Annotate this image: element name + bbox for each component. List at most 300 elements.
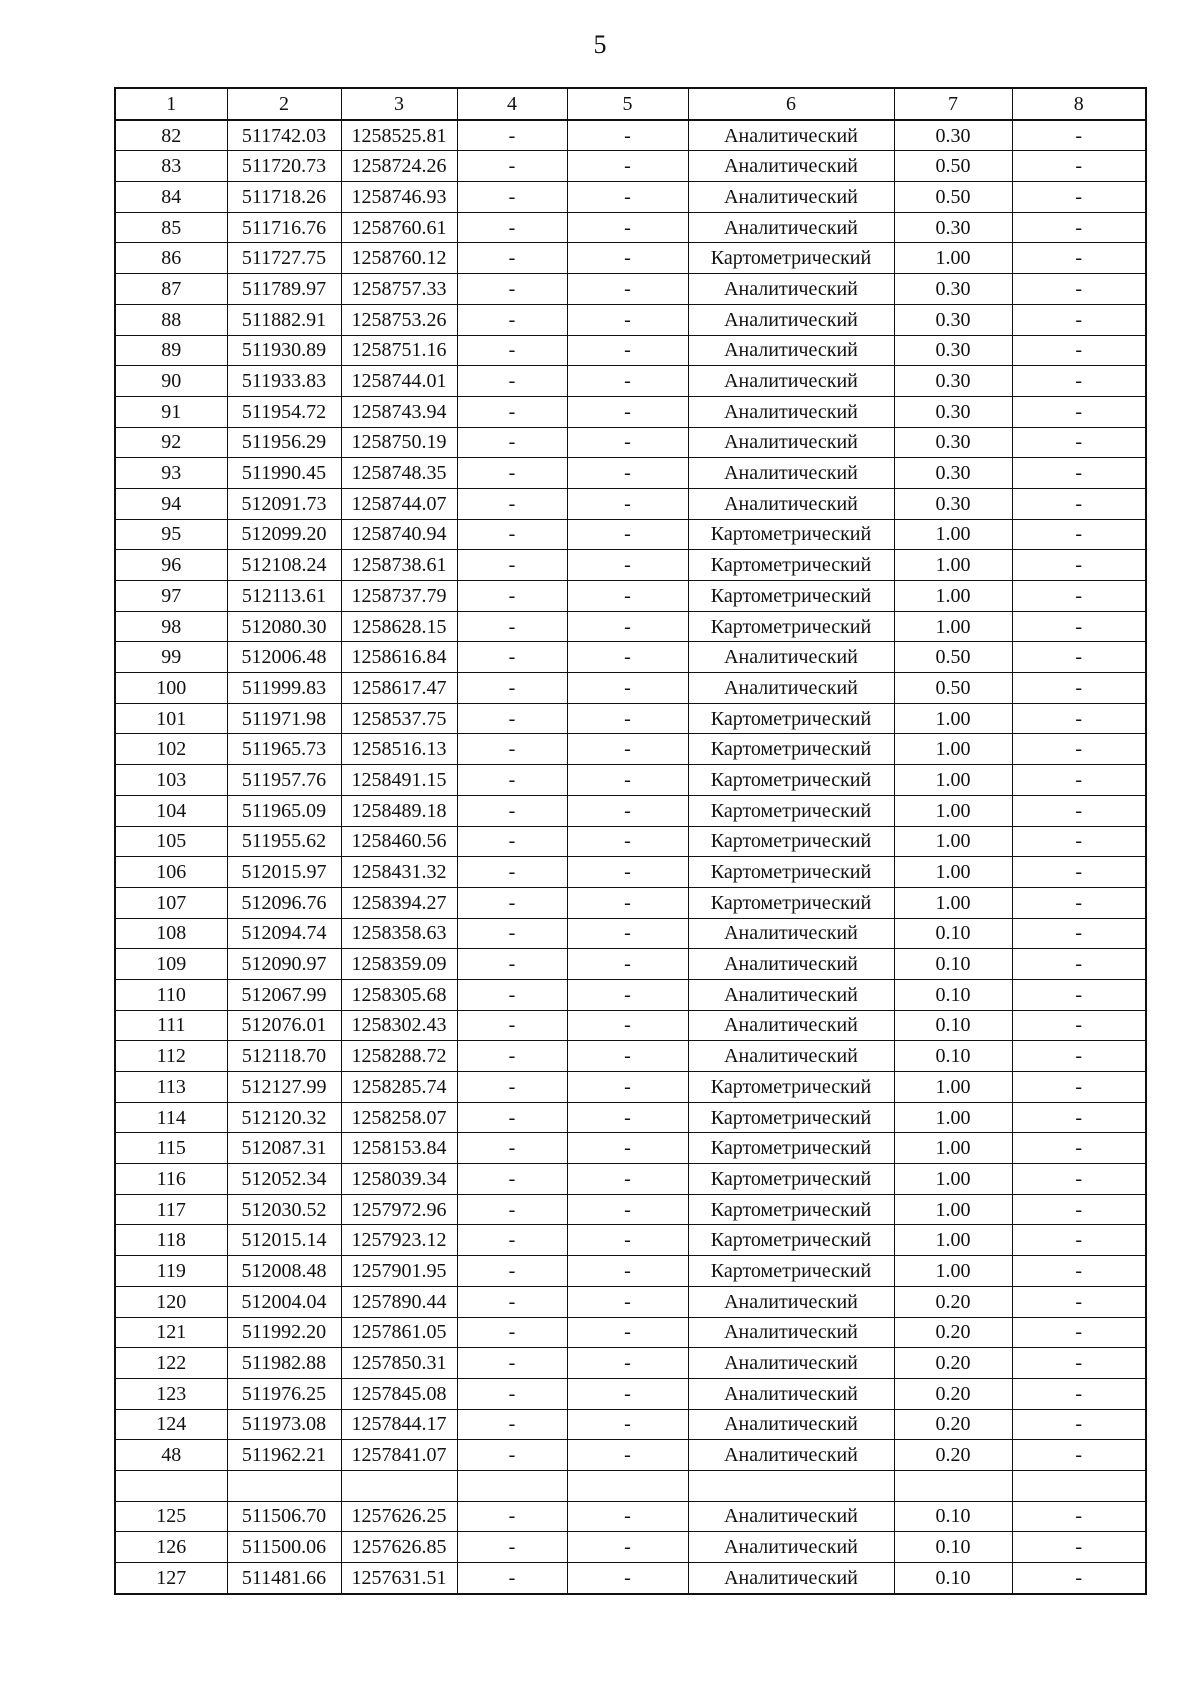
cell-point-number: 85 xyxy=(115,212,227,243)
cell-coord-y: 1258358.63 xyxy=(341,918,457,949)
cell-col-5: - xyxy=(567,1378,688,1409)
table-row xyxy=(115,1286,1146,1317)
header-col-1: 1 xyxy=(115,88,227,120)
table-row xyxy=(115,120,1146,151)
cell-col-8: - xyxy=(1012,1133,1146,1164)
cell-coord-y: 1258153.84 xyxy=(341,1133,457,1164)
cell-coord-y: 1258431.32 xyxy=(341,857,457,888)
table-row xyxy=(115,519,1146,550)
cell-point-number: 127 xyxy=(115,1563,227,1594)
cell-method: Картометрический xyxy=(688,1102,894,1133)
cell-col-5: - xyxy=(567,1440,688,1471)
cell-accuracy: 0.30 xyxy=(894,396,1012,427)
cell-col-4: - xyxy=(457,979,567,1010)
header-col-4: 4 xyxy=(457,88,567,120)
table-row xyxy=(115,550,1146,581)
cell-point-number: 91 xyxy=(115,396,227,427)
cell-col-4: - xyxy=(457,703,567,734)
cell-col-4: - xyxy=(457,734,567,765)
cell-coord-y: 1258737.79 xyxy=(341,581,457,612)
cell-point-number: 113 xyxy=(115,1072,227,1103)
cell-method: Картометрический xyxy=(688,734,894,765)
cell-coord-y: 1258740.94 xyxy=(341,519,457,550)
cell-accuracy: 0.10 xyxy=(894,949,1012,980)
table-row xyxy=(115,366,1146,397)
cell-col-8: - xyxy=(1012,918,1146,949)
cell-coord-y: 1257626.85 xyxy=(341,1532,457,1563)
cell-coord-y: 1258738.61 xyxy=(341,550,457,581)
cell-coord-y: 1258760.12 xyxy=(341,243,457,274)
cell-col-5: - xyxy=(567,120,688,151)
cell-coord-y: 1258750.19 xyxy=(341,427,457,458)
table-row xyxy=(115,1317,1146,1348)
cell-point-number: 101 xyxy=(115,703,227,734)
cell-accuracy: 1.00 xyxy=(894,611,1012,642)
cell-col-8: - xyxy=(1012,1348,1146,1379)
cell-col-4: - xyxy=(457,396,567,427)
cell-coord-x: 512118.70 xyxy=(227,1041,341,1072)
cell-point-number: 119 xyxy=(115,1256,227,1287)
table-row xyxy=(115,795,1146,826)
cell-col-4: - xyxy=(457,611,567,642)
cell-col-4: - xyxy=(457,1286,567,1317)
table-row xyxy=(115,1164,1146,1195)
cell-col-5: - xyxy=(567,642,688,673)
cell-col-8: - xyxy=(1012,673,1146,704)
cell-col-8: - xyxy=(1012,887,1146,918)
cell-col-5: - xyxy=(567,1225,688,1256)
cell-coord-x: 511992.20 xyxy=(227,1317,341,1348)
cell-point-number: 87 xyxy=(115,274,227,305)
cell-coord-x: 511955.62 xyxy=(227,826,341,857)
table-row xyxy=(115,304,1146,335)
cell-accuracy: 1.00 xyxy=(894,1225,1012,1256)
cell-col-5: - xyxy=(567,1041,688,1072)
table-row xyxy=(115,1133,1146,1164)
cell-col-5: - xyxy=(567,151,688,182)
cell-col-8: - xyxy=(1012,949,1146,980)
cell-col-5: - xyxy=(567,795,688,826)
cell-method: Аналитический xyxy=(688,396,894,427)
cell-col-8: - xyxy=(1012,1563,1146,1594)
cell-col-8: - xyxy=(1012,335,1146,366)
cell-col-5: - xyxy=(567,1010,688,1041)
cell-coord-x: 512015.14 xyxy=(227,1225,341,1256)
table-row xyxy=(115,335,1146,366)
cell-coord-x: 512087.31 xyxy=(227,1133,341,1164)
cell-accuracy: 1.00 xyxy=(894,1102,1012,1133)
cell-coord-y: 1257923.12 xyxy=(341,1225,457,1256)
cell-method: Аналитический xyxy=(688,918,894,949)
cell-col-4: - xyxy=(457,427,567,458)
cell-col-4: - xyxy=(457,581,567,612)
cell-col-5: - xyxy=(567,1102,688,1133)
cell-col-8: - xyxy=(1012,274,1146,305)
cell-point-number: 115 xyxy=(115,1133,227,1164)
cell-method: Аналитический xyxy=(688,642,894,673)
cell-col-8: - xyxy=(1012,826,1146,857)
cell-accuracy: 1.00 xyxy=(894,519,1012,550)
cell-col-8: - xyxy=(1012,857,1146,888)
cell-coord-x: 511506.70 xyxy=(227,1501,341,1532)
cell-method: Картометрический xyxy=(688,1256,894,1287)
cell-col-5: - xyxy=(567,1256,688,1287)
cell-col-5: - xyxy=(567,519,688,550)
cell-col-5: - xyxy=(567,458,688,489)
cell-col-4: - xyxy=(457,1102,567,1133)
table-row xyxy=(115,642,1146,673)
cell-method: Аналитический xyxy=(688,1440,894,1471)
cell-coord-x: 512090.97 xyxy=(227,949,341,980)
cell-method: Картометрический xyxy=(688,581,894,612)
cell-col-5: - xyxy=(567,581,688,612)
cell-coord-y: 1257861.05 xyxy=(341,1317,457,1348)
cell-col-5: - xyxy=(567,488,688,519)
cell-col-4: - xyxy=(457,1133,567,1164)
cell-coord-x: 511962.21 xyxy=(227,1440,341,1471)
cell-col-8: - xyxy=(1012,151,1146,182)
cell-col-4: - xyxy=(457,1409,567,1440)
cell-col-8: - xyxy=(1012,396,1146,427)
cell-coord-x: 512004.04 xyxy=(227,1286,341,1317)
cell-coord-y: 1257845.08 xyxy=(341,1378,457,1409)
cell-method: Аналитический xyxy=(688,1532,894,1563)
cell-coord-x: 511481.66 xyxy=(227,1563,341,1594)
cell-accuracy: 0.30 xyxy=(894,304,1012,335)
cell-coord-x: 512099.20 xyxy=(227,519,341,550)
cell-point-number: 123 xyxy=(115,1378,227,1409)
cell-coord-x: 512108.24 xyxy=(227,550,341,581)
cell-coord-x: 511718.26 xyxy=(227,182,341,213)
cell-col-5: - xyxy=(567,734,688,765)
cell-col-4 xyxy=(457,1470,567,1501)
cell-accuracy: 0.10 xyxy=(894,1563,1012,1594)
cell-method: Аналитический xyxy=(688,1409,894,1440)
cell-method: Картометрический xyxy=(688,1164,894,1195)
cell-point-number: 96 xyxy=(115,550,227,581)
table-row xyxy=(115,488,1146,519)
cell-col-5: - xyxy=(567,611,688,642)
cell-col-8 xyxy=(1012,1470,1146,1501)
cell-method: Картометрический xyxy=(688,703,894,734)
table-row xyxy=(115,1010,1146,1041)
cell-coord-y: 1258743.94 xyxy=(341,396,457,427)
cell-accuracy: 1.00 xyxy=(894,581,1012,612)
cell-coord-y: 1258744.01 xyxy=(341,366,457,397)
cell-col-4: - xyxy=(457,366,567,397)
cell-col-4: - xyxy=(457,1532,567,1563)
cell-method: Картометрический xyxy=(688,1194,894,1225)
cell-method: Картометрический xyxy=(688,550,894,581)
cell-point-number xyxy=(115,1470,227,1501)
table-row xyxy=(115,703,1146,734)
cell-method: Аналитический xyxy=(688,1010,894,1041)
cell-coord-y: 1258537.75 xyxy=(341,703,457,734)
cell-col-4: - xyxy=(457,887,567,918)
cell-accuracy: 1.00 xyxy=(894,243,1012,274)
cell-accuracy: 0.10 xyxy=(894,1532,1012,1563)
cell-accuracy: 1.00 xyxy=(894,1072,1012,1103)
cell-coord-x: 511727.75 xyxy=(227,243,341,274)
header-col-5: 5 xyxy=(567,88,688,120)
cell-accuracy: 0.30 xyxy=(894,274,1012,305)
cell-coord-x: 511882.91 xyxy=(227,304,341,335)
table-row xyxy=(115,826,1146,857)
table-row xyxy=(115,1072,1146,1103)
cell-col-4: - xyxy=(457,857,567,888)
cell-coord-x: 512127.99 xyxy=(227,1072,341,1103)
cell-accuracy: 1.00 xyxy=(894,765,1012,796)
cell-coord-y: 1258491.15 xyxy=(341,765,457,796)
cell-col-5: - xyxy=(567,1072,688,1103)
cell-method: Аналитический xyxy=(688,1563,894,1594)
cell-col-4: - xyxy=(457,673,567,704)
cell-col-4: - xyxy=(457,488,567,519)
cell-point-number: 98 xyxy=(115,611,227,642)
cell-col-4: - xyxy=(457,1256,567,1287)
cell-coord-x: 511990.45 xyxy=(227,458,341,489)
table-row xyxy=(115,151,1146,182)
cell-method: Картометрический xyxy=(688,765,894,796)
table-row xyxy=(115,1256,1146,1287)
cell-col-8: - xyxy=(1012,734,1146,765)
table-row xyxy=(115,581,1146,612)
cell-col-5: - xyxy=(567,673,688,704)
cell-method: Аналитический xyxy=(688,427,894,458)
cell-point-number: 84 xyxy=(115,182,227,213)
cell-method: Картометрический xyxy=(688,611,894,642)
cell-col-5: - xyxy=(567,1563,688,1594)
cell-col-8: - xyxy=(1012,1194,1146,1225)
cell-col-5: - xyxy=(567,826,688,857)
cell-coord-y: 1258359.09 xyxy=(341,949,457,980)
cell-accuracy: 0.20 xyxy=(894,1440,1012,1471)
cell-coord-x: 511999.83 xyxy=(227,673,341,704)
cell-col-4: - xyxy=(457,1164,567,1195)
cell-method xyxy=(688,1470,894,1501)
cell-point-number: 92 xyxy=(115,427,227,458)
cell-coord-x: 511965.09 xyxy=(227,795,341,826)
cell-coord-x: 512006.48 xyxy=(227,642,341,673)
cell-point-number: 122 xyxy=(115,1348,227,1379)
cell-col-4: - xyxy=(457,1317,567,1348)
cell-coord-y: 1257841.07 xyxy=(341,1440,457,1471)
cell-col-4: - xyxy=(457,1378,567,1409)
cell-col-4: - xyxy=(457,243,567,274)
table-row xyxy=(115,427,1146,458)
cell-point-number: 83 xyxy=(115,151,227,182)
cell-coord-y: 1257972.96 xyxy=(341,1194,457,1225)
cell-col-5: - xyxy=(567,703,688,734)
cell-col-5: - xyxy=(567,427,688,458)
cell-coord-y: 1258258.07 xyxy=(341,1102,457,1133)
cell-coord-x: 511982.88 xyxy=(227,1348,341,1379)
cell-point-number: 124 xyxy=(115,1409,227,1440)
cell-coord-x: 512094.74 xyxy=(227,918,341,949)
cell-coord-y: 1258039.34 xyxy=(341,1164,457,1195)
cell-method: Аналитический xyxy=(688,182,894,213)
cell-col-4: - xyxy=(457,1072,567,1103)
page-number: 5 xyxy=(593,30,607,59)
cell-col-5: - xyxy=(567,857,688,888)
cell-point-number: 93 xyxy=(115,458,227,489)
cell-accuracy: 1.00 xyxy=(894,703,1012,734)
table-row xyxy=(115,182,1146,213)
cell-point-number: 116 xyxy=(115,1164,227,1195)
cell-accuracy: 0.50 xyxy=(894,642,1012,673)
cell-method: Аналитический xyxy=(688,366,894,397)
cell-col-4: - xyxy=(457,212,567,243)
table-row xyxy=(115,458,1146,489)
cell-col-4: - xyxy=(457,1041,567,1072)
cell-coord-y: 1258748.35 xyxy=(341,458,457,489)
cell-col-4: - xyxy=(457,949,567,980)
table-row xyxy=(115,1563,1146,1594)
cell-col-5: - xyxy=(567,765,688,796)
cell-col-5: - xyxy=(567,304,688,335)
cell-col-5: - xyxy=(567,366,688,397)
cell-col-5: - xyxy=(567,1409,688,1440)
coordinates-table xyxy=(114,87,1147,1595)
cell-coord-y: 1258302.43 xyxy=(341,1010,457,1041)
table-row xyxy=(115,857,1146,888)
cell-col-8: - xyxy=(1012,979,1146,1010)
cell-coord-y: 1258616.84 xyxy=(341,642,457,673)
cell-method: Аналитический xyxy=(688,949,894,980)
cell-col-4: - xyxy=(457,1348,567,1379)
table-row xyxy=(115,979,1146,1010)
cell-point-number: 109 xyxy=(115,949,227,980)
table-header xyxy=(115,88,1146,120)
cell-accuracy: 1.00 xyxy=(894,1133,1012,1164)
cell-method: Аналитический xyxy=(688,1286,894,1317)
cell-method: Аналитический xyxy=(688,274,894,305)
table-row xyxy=(115,611,1146,642)
cell-coord-x: 512067.99 xyxy=(227,979,341,1010)
cell-col-8: - xyxy=(1012,611,1146,642)
cell-col-4: - xyxy=(457,274,567,305)
cell-col-5: - xyxy=(567,1317,688,1348)
cell-point-number: 95 xyxy=(115,519,227,550)
cell-col-8: - xyxy=(1012,703,1146,734)
table-row xyxy=(115,673,1146,704)
cell-col-8: - xyxy=(1012,519,1146,550)
cell-coord-y: 1257844.17 xyxy=(341,1409,457,1440)
cell-col-8: - xyxy=(1012,120,1146,151)
cell-col-4: - xyxy=(457,1194,567,1225)
cell-coord-x: 511789.97 xyxy=(227,274,341,305)
cell-coord-x: 511720.73 xyxy=(227,151,341,182)
cell-point-number: 94 xyxy=(115,488,227,519)
cell-col-8: - xyxy=(1012,1072,1146,1103)
cell-accuracy: 1.00 xyxy=(894,887,1012,918)
cell-accuracy: 0.10 xyxy=(894,979,1012,1010)
cell-accuracy: 1.00 xyxy=(894,1164,1012,1195)
cell-col-8: - xyxy=(1012,1041,1146,1072)
cell-accuracy: 0.10 xyxy=(894,918,1012,949)
cell-method: Картометрический xyxy=(688,857,894,888)
cell-col-5: - xyxy=(567,274,688,305)
cell-col-4: - xyxy=(457,519,567,550)
cell-col-4: - xyxy=(457,1225,567,1256)
cell-coord-x: 512120.32 xyxy=(227,1102,341,1133)
cell-accuracy: 0.20 xyxy=(894,1286,1012,1317)
cell-accuracy: 1.00 xyxy=(894,550,1012,581)
cell-coord-x: 511973.08 xyxy=(227,1409,341,1440)
cell-col-8: - xyxy=(1012,1225,1146,1256)
cell-col-4: - xyxy=(457,1010,567,1041)
cell-col-8: - xyxy=(1012,458,1146,489)
table-row xyxy=(115,1470,1146,1501)
cell-accuracy: 0.50 xyxy=(894,673,1012,704)
cell-coord-y: 1257626.25 xyxy=(341,1501,457,1532)
cell-accuracy: 0.10 xyxy=(894,1501,1012,1532)
cell-point-number: 86 xyxy=(115,243,227,274)
cell-point-number: 126 xyxy=(115,1532,227,1563)
header-col-6: 6 xyxy=(688,88,894,120)
cell-accuracy: 0.20 xyxy=(894,1409,1012,1440)
cell-col-5: - xyxy=(567,1501,688,1532)
cell-coord-y: 1258628.15 xyxy=(341,611,457,642)
cell-col-5: - xyxy=(567,979,688,1010)
cell-col-8: - xyxy=(1012,243,1146,274)
cell-coord-y: 1258525.81 xyxy=(341,120,457,151)
cell-accuracy: 1.00 xyxy=(894,1194,1012,1225)
cell-accuracy: 0.50 xyxy=(894,151,1012,182)
cell-method: Аналитический xyxy=(688,1501,894,1532)
cell-method: Аналитический xyxy=(688,212,894,243)
cell-method: Картометрический xyxy=(688,1225,894,1256)
cell-coord-y: 1258617.47 xyxy=(341,673,457,704)
cell-point-number: 110 xyxy=(115,979,227,1010)
cell-col-5: - xyxy=(567,918,688,949)
table-row xyxy=(115,1440,1146,1471)
cell-method: Аналитический xyxy=(688,979,894,1010)
cell-col-5: - xyxy=(567,396,688,427)
table-row xyxy=(115,1501,1146,1532)
cell-accuracy: 0.50 xyxy=(894,182,1012,213)
cell-point-number: 118 xyxy=(115,1225,227,1256)
cell-coord-x: 512080.30 xyxy=(227,611,341,642)
cell-point-number: 114 xyxy=(115,1102,227,1133)
cell-col-5: - xyxy=(567,212,688,243)
cell-coord-x: 511956.29 xyxy=(227,427,341,458)
cell-coord-x: 511716.76 xyxy=(227,212,341,243)
cell-accuracy: 1.00 xyxy=(894,857,1012,888)
cell-col-8: - xyxy=(1012,1409,1146,1440)
cell-method: Аналитический xyxy=(688,304,894,335)
cell-coord-x: 512076.01 xyxy=(227,1010,341,1041)
cell-col-4: - xyxy=(457,335,567,366)
cell-point-number: 103 xyxy=(115,765,227,796)
cell-accuracy: 0.10 xyxy=(894,1041,1012,1072)
cell-point-number: 105 xyxy=(115,826,227,857)
table-row xyxy=(115,212,1146,243)
cell-accuracy: 0.30 xyxy=(894,120,1012,151)
cell-method: Аналитический xyxy=(688,488,894,519)
cell-col-8: - xyxy=(1012,1256,1146,1287)
cell-col-8: - xyxy=(1012,550,1146,581)
cell-col-5 xyxy=(567,1470,688,1501)
cell-coord-x: 512008.48 xyxy=(227,1256,341,1287)
cell-col-5: - xyxy=(567,182,688,213)
cell-accuracy: 0.30 xyxy=(894,335,1012,366)
cell-coord-x xyxy=(227,1470,341,1501)
cell-accuracy: 1.00 xyxy=(894,795,1012,826)
table-row xyxy=(115,949,1146,980)
cell-coord-y: 1258744.07 xyxy=(341,488,457,519)
table-row xyxy=(115,1348,1146,1379)
